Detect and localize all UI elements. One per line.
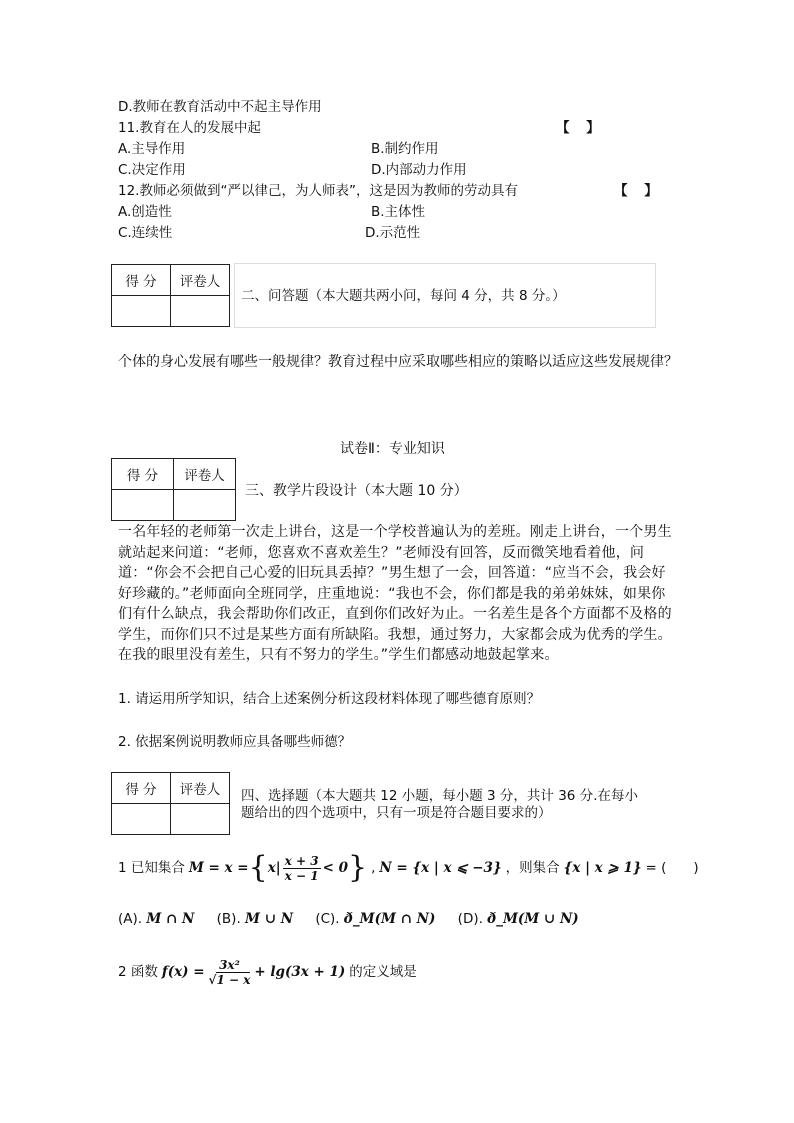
q11-option-a: A.主导作用: [118, 141, 186, 157]
part4-q1: 1 已知集合 M = x = { x| $\frac{x + 3}{x - 1}$ < 0 } , N = {x | x ⩽ −3} ，则集合 {x | x ⩾ 1} = ( ): [118, 850, 699, 885]
grader-header: 评卷人: [174, 459, 236, 490]
score-header: 得 分: [112, 265, 171, 296]
q12-option-b: B.主体性: [371, 204, 426, 220]
part3-title: 三、教学片段设计（本大题 10 分）: [245, 483, 468, 499]
q1-frac-num: x + 3: [284, 853, 319, 868]
part4-score-table: [111, 772, 230, 835]
part4-title-line2: 题给出的四个选项中，只有一项是符合题目要求的）: [241, 805, 552, 821]
q1-options: [118, 910, 579, 928]
q11-option-c: C.决定作用: [118, 162, 186, 178]
part2-score-table: [111, 264, 230, 327]
q12-stem: 12.教师必须做到“严以律己，为人师表”，这是因为教师的劳动具有: [118, 183, 518, 199]
part4-q2: [118, 955, 417, 989]
q1-prefix: 1 已知集合: [118, 860, 185, 876]
part4-title-line1: 四、选择题（本大题共 12 小题，每小题 3 分，共计 36 分.在每小: [241, 788, 638, 804]
q12-option-d: D.示范性: [365, 225, 421, 241]
q12-option-a: A.创造性: [118, 204, 172, 220]
score-header: 得 分: [112, 773, 171, 804]
grader-header: 评卷人: [171, 773, 230, 804]
q1-fraction: [283, 854, 321, 883]
q2-frac-num: 3x²: [219, 957, 240, 972]
q12-option-c: C.连续性: [118, 225, 173, 241]
part2-question: 个体的身心发展有哪些一般规律？教育过程中应采取哪些相应的策略以适应这些发展规律？: [118, 354, 678, 370]
q1-n-set: N = {x | x ⩽ −3}: [379, 860, 502, 876]
q1-opt-a[interactable]: M ∩ N: [146, 911, 195, 927]
q1-set-right: < 0: [322, 860, 348, 876]
q1-opt-b[interactable]: M ∪ N: [245, 911, 294, 927]
q12-answer-bracket[interactable]: 【 】: [614, 183, 664, 199]
score-cell[interactable]: [112, 804, 171, 835]
q10-option-d: D.教师在教育活动中不起主导作用: [118, 99, 322, 115]
q11-stem: 11.教育在人的发展中起: [118, 120, 261, 136]
q1-opt-b-label: (B).: [216, 911, 241, 927]
q1-opt-c[interactable]: ð_M(M ∩ N): [343, 911, 436, 927]
q1-opt-d-label: (D).: [457, 911, 483, 927]
grader-cell[interactable]: [174, 490, 236, 521]
q1-frac-den: x − 1: [284, 868, 319, 883]
q11-option-d: D.内部动力作用: [371, 162, 467, 178]
score-cell[interactable]: [112, 296, 171, 327]
q11-option-b: B.制约作用: [371, 141, 439, 157]
part3-question-1: 1. 请运用所学知识，结合上述案例分析这段材料体现了哪些德育原则？: [118, 691, 541, 707]
score-header: 得 分: [112, 459, 174, 490]
q2-suffix: 的定义域是: [349, 964, 417, 980]
grader-header: 评卷人: [171, 265, 230, 296]
q2-frac-den-wrap: √1 − x: [208, 972, 251, 987]
part3-question-2: 2. 依据案例说明教师应具备哪些师德？: [118, 734, 352, 750]
part3-passage: 一名年轻的老师第一次走上讲台，这是一个学校普遍认为的差班。刚走上讲台，一个男生就站起来问道：“老师，您喜欢不喜欢差生？”老师没有回答，反而微笑地看着他，问道：“你会不会把自己心爱的旧玩具丢掉？”男生想了一会，回答道：“应当不会，我会好好珍藏的。”老师面向全班同学，庄重地说：“我也不会，你们都是我的弟弟妹妹，如果你们有什么缺点，我会帮助你们改正，直到你们改好为止。一名差生是各个方面都不及格的学生，而你们只不过是某些方面有所缺陷。我想，通过努力，大家都会成为优秀的学生。在我的眼里没有差生，只有不努力的学生。”学生们都感动地鼓起掌来。: [118, 524, 672, 663]
q1-set-left: x|: [267, 860, 281, 876]
q1-m-lhs: M = x =: [188, 860, 249, 876]
part2-title: 二、问答题（本大题共两小问，每问 4 分，共 8 分。）: [241, 288, 566, 304]
q1-opt-c-label: (C).: [315, 911, 340, 927]
grader-cell[interactable]: [171, 296, 230, 327]
score-cell[interactable]: [112, 490, 174, 521]
q11-answer-bracket[interactable]: 【 】: [556, 120, 606, 136]
q1-opt-d[interactable]: ð_M(M ∪ N): [487, 911, 579, 927]
left-brace-icon: {: [248, 850, 268, 885]
q1-target-set: {x | x ⩾ 1}: [563, 860, 642, 876]
paper2-title: 试卷Ⅱ：专业知识: [340, 441, 445, 457]
q2-fraction: [207, 958, 253, 987]
q2-fx: f(x) =: [161, 964, 205, 980]
q2-frac-den: 1 − x: [216, 972, 251, 987]
q2-prefix: 2 函数: [118, 964, 158, 980]
right-brace-icon: }: [348, 850, 368, 885]
q1-tail: = ( ): [645, 860, 699, 876]
q1-opt-a-label: (A).: [118, 911, 143, 927]
grader-cell[interactable]: [171, 804, 230, 835]
q1-suffix: ，则集合: [505, 860, 560, 876]
part3-score-table: [111, 458, 236, 521]
q2-rest: + lg(3x + 1): [254, 964, 346, 980]
